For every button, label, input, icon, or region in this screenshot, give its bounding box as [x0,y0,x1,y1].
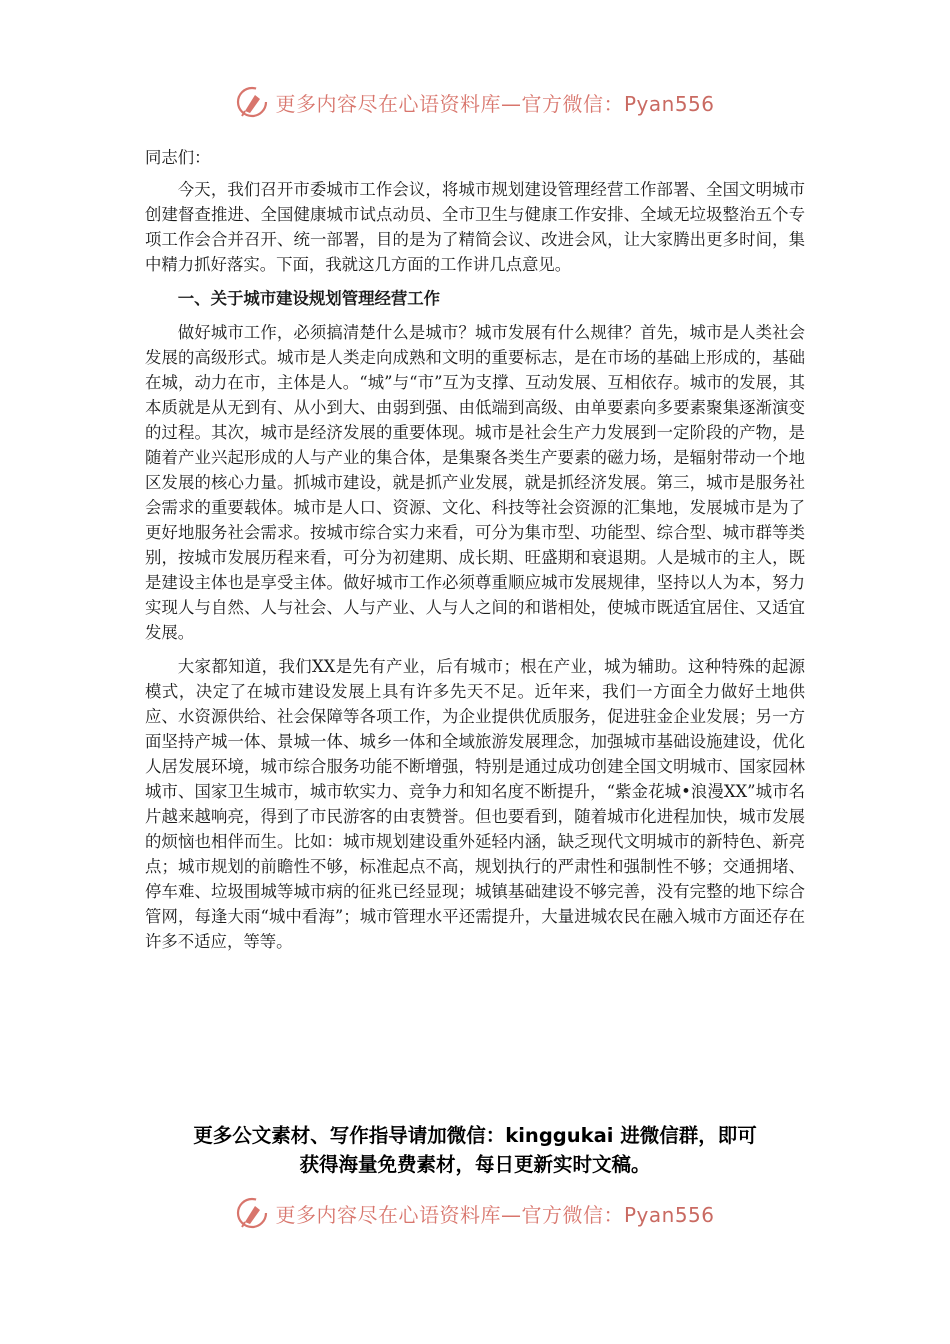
paragraph-city-problems: 大家都知道，我们XX是先有产业，后有城市；根在产业，城为辅助。这种特殊的起源模式，决定了在城市建设发展上具有许多先天不足。近年来，我们一方面全力做好土地供应、水资源供给、社会保障等各项工作，为企业提供优质服务，促进驻金企业发展；另一方面坚持产城一体、景城一体、城乡一体和全域旅游发展理念，加强城市基础设施建设，优化人居发展环境，城市综合服务功能不断增强，特别是通过成功创建全国文明城市、国家园林城市、国家卫生城市，城市软实力、竞争力和知名度不断提升，“紫金花城•浪漫XX”城市名片越来越响亮，得到了市民游客的由衷赞誉。但也要看到，随着城市化进程加快，城市发展的烦恼也相伴而生。比如：城市规划建设重外延轻内涵，缺乏现代文明城市的新特色、新亮点；城市规划的前瞻性不够，标准起点不高，规划执行的严肃性和强制性不够；交通拥堵、停车难、垃圾围城等城市病的征兆已经显现；城镇基础建设不够完善，没有完整的地下综合管网，每逢大雨“城中看海”；城市管理水平还需提升，大量进城农民在融入城市方面还存在许多不适应，等等。 [145,657,805,951]
document-body [145,145,805,963]
section-heading: 一、关于城市建设规划管理经营工作 [177,289,441,308]
footer-banner [0,1193,950,1233]
intro-paragraph: 今天，我们召开市委城市工作会议，将城市规划建设管理经营工作部署、全国文明城市创建督查推进、全国健康城市试点动员、全市卫生与健康工作安排、全域无垃圾整治五个专项工作会合并召开、统一部署，目的是为了精简会议、改进会风，让大家腾出更多时间，集中精力抓好落实。下面，我就这几方面的工作讲几点意见。 [145,180,805,274]
banner-wechat-id: Pyan556 [623,1202,715,1227]
greeting: 同志们： [145,148,211,167]
promo-notice [0,1121,950,1179]
header-banner [0,82,950,122]
banner-wechat-id: Pyan556 [623,91,715,116]
paragraph-city-nature: 做好城市工作，必须搞清楚什么是城市？城市发展有什么规律？首先，城市是人类社会发展的高级形式。城市是人类走向成熟和文明的重要标志，是在市场的基础上形成的，基础在城，动力在市，主体是人。“城”与“市”互为支撑、互动发展、互相依存。城市的发展，其本质就是从无到有、从小到大、由弱到强、由低端到高级、由单要素向多要素聚集逐渐演变的过程。其次，城市是经济发展的重要体现。城市是社会生产力发展到一定阶段的产物，是随着产业兴起形成的人与产业的集合体，是集聚各类生产要素的磁力场，是辐射带动一个地区发展的核心力量。抓城市建设，就是抓产业发展，就是抓经济发展。第三，城市是服务社会需求的重要载体。城市是人口、资源、文化、科技等社会资源的汇集地，发展城市是为了更好地服务社会需求。按城市综合实力来看，可分为集市型、功能型、综合型、城市群等类别，按城市发展历程来看，可分为初建期、成长期、旺盛期和衰退期。人是城市的主人，既是建设主体也是享受主体。做好城市工作必须尊重顺应城市发展规律，坚持以人为本，努力实现人与自然、人与社会、人与产业、人与人之间的和谐相处，使城市既适宜居住、又适宜发展。 [145,323,805,642]
promo-line-2: 获得海量免费素材，每日更新实时文稿。 [299,1153,651,1176]
banner-text: 更多内容尽在心语资料库—官方微信：Pyan556 [275,1202,715,1227]
promo-line-1: 更多公文素材、写作指导请加微信：kinggukai 进微信群，即可 [193,1124,757,1147]
banner-text: 更多内容尽在心语资料库—官方微信：Pyan556 [275,91,715,116]
pen-nib-logo-icon [235,1196,269,1230]
pen-nib-logo-icon [235,85,269,119]
